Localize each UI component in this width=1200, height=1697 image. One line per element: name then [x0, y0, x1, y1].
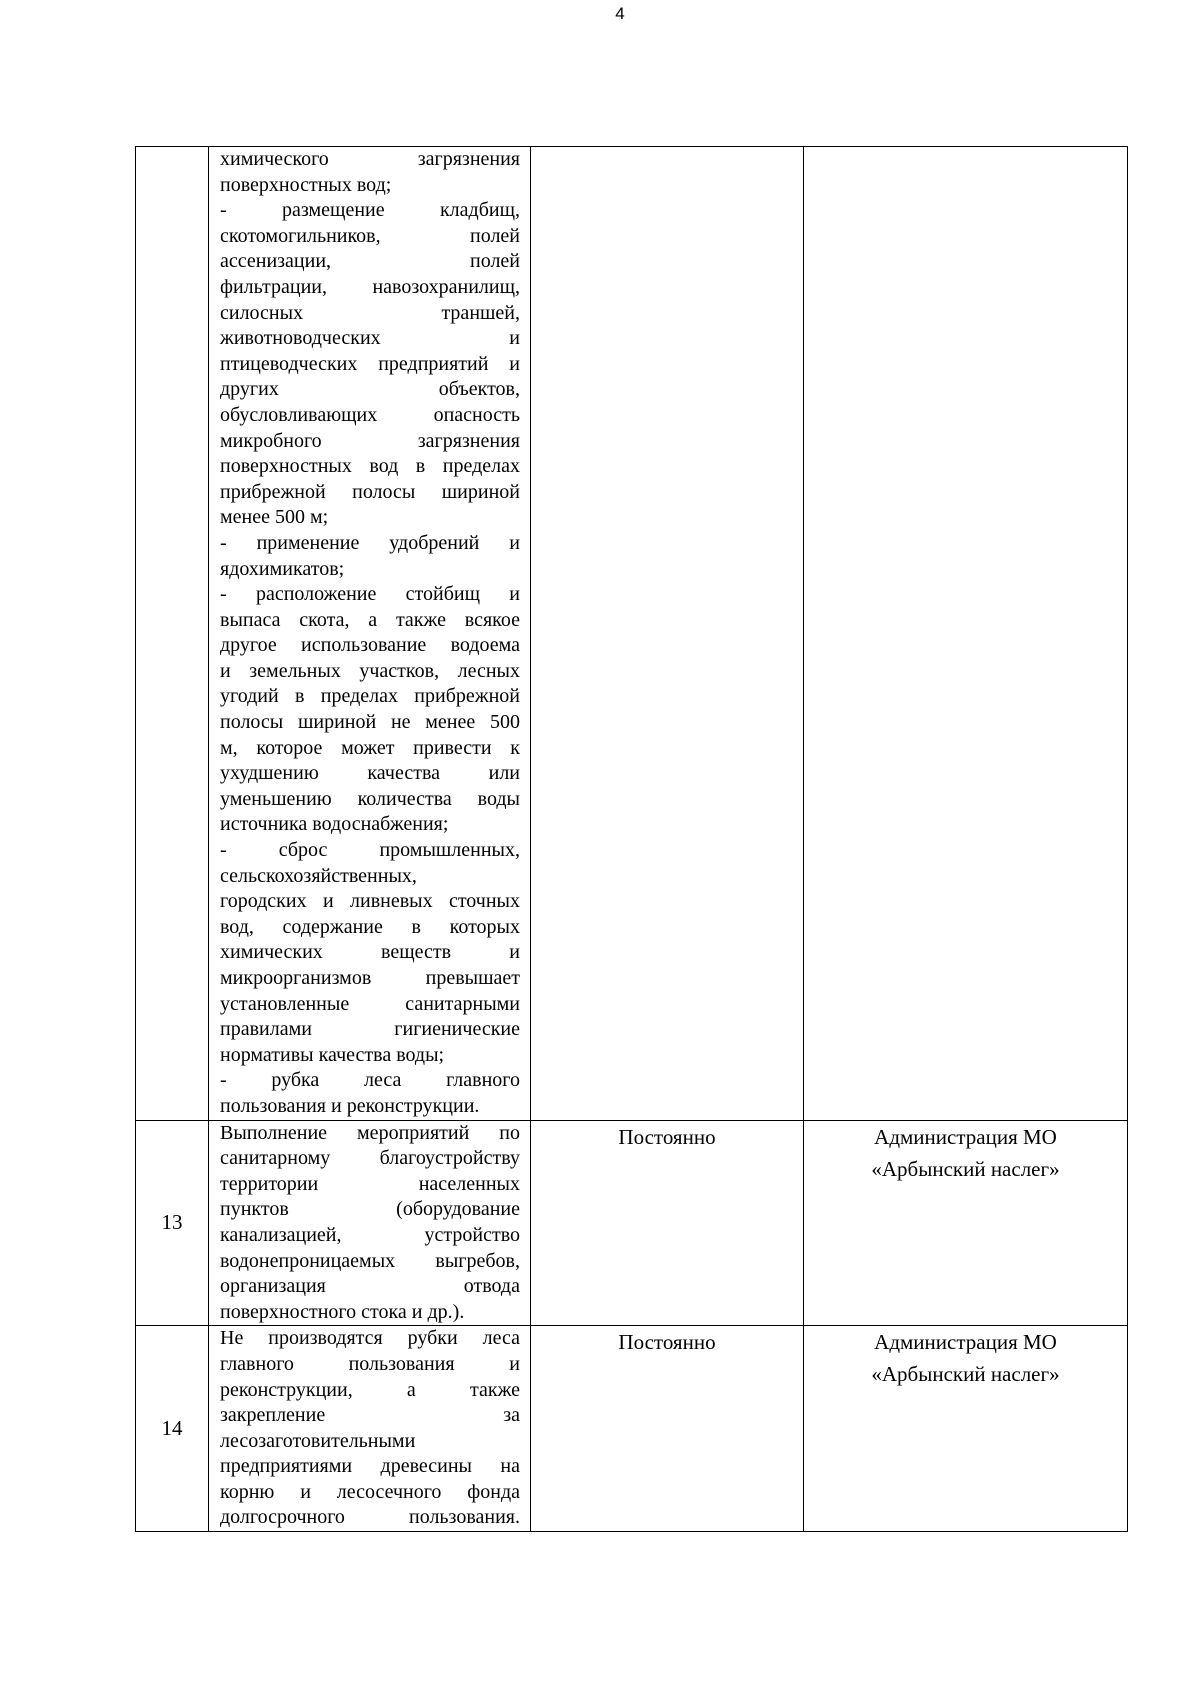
measures-table	[135, 146, 1128, 1532]
measure-text-line: прибрежной полосы шириной	[220, 480, 520, 503]
table-row	[136, 1120, 1128, 1326]
measure-text-line: химических веществ и	[220, 941, 520, 964]
measure-text-line: канализацией, устройство	[220, 1223, 520, 1246]
measure-text-line: вод, содержание в которых	[220, 915, 520, 938]
measure-text-line: городских и ливневых сточных	[220, 890, 520, 913]
measure-text-line: менее 500 м;	[220, 506, 329, 529]
measure-text-line: Выполнение мероприятий по	[220, 1121, 520, 1144]
measure-text-line: - размещение кладбищ,	[220, 199, 520, 222]
measure-cell	[209, 1120, 531, 1326]
measure-text-line: птицеводческих предприятий и	[220, 352, 520, 375]
measure-text-line: поверхностных вод в пределах	[220, 455, 520, 478]
measure-cell	[209, 1326, 531, 1532]
measure-text-line: - применение удобрений и	[220, 531, 520, 554]
measure-text-line: пользования и реконструкции.	[220, 1094, 480, 1117]
measure-text-line: ассенизации, полей	[220, 250, 520, 273]
responsible-cell	[804, 1326, 1128, 1532]
responsible-text-line: Администрация МО	[874, 1124, 1057, 1149]
measure-text-line: микробного загрязнения	[220, 429, 520, 452]
responsible-cell	[804, 1120, 1128, 1326]
measure-text-line: - рубка леса главного	[220, 1069, 520, 1092]
measure-text-line: водонепроницаемых выгребов,	[220, 1249, 520, 1272]
measure-text-line: ухудшению качества или	[220, 762, 520, 785]
measure-text-line: долгосрочного пользования.	[220, 1506, 520, 1529]
table-row	[136, 1326, 1128, 1532]
term-cell	[531, 147, 804, 1121]
responsible-cell	[804, 147, 1128, 1121]
measure-text-line: источника водоснабжения;	[220, 813, 449, 836]
measure-text-line: поверхностного стока и др.).	[220, 1300, 465, 1323]
measure-text-line: лесозаготовительными	[220, 1429, 416, 1452]
measure-text-line: выпаса скота, а также всякое	[220, 608, 520, 631]
measure-text-line: организация отвода	[220, 1275, 520, 1298]
measure-cell	[209, 147, 531, 1121]
responsible-text-line: «Арбынский наслег»	[871, 1362, 1060, 1387]
measure-text-line: другое использование водоема	[220, 634, 520, 657]
measure-text-line: химического загрязнения	[220, 148, 520, 170]
measure-text-line: микроорганизмов превышает	[220, 967, 520, 989]
measure-text-line: - сброс промышленных,	[220, 839, 520, 862]
row-number-cell: 13	[136, 1120, 209, 1326]
table-row	[136, 147, 1128, 1121]
measure-text-line: других объектов,	[220, 378, 520, 401]
measure-text-line: реконструкции, а также	[220, 1378, 520, 1401]
measure-text-line: нормативы качества воды;	[220, 1043, 445, 1066]
measure-text-line: и земельных участков, лесных	[220, 659, 520, 682]
row-number-cell	[136, 147, 209, 1121]
measure-text-line: предприятиями древесины на	[220, 1455, 520, 1478]
measure-text-line: правилами гигиенические	[220, 1018, 520, 1041]
measure-text-line: поверхностных вод;	[220, 173, 392, 196]
measure-text-line: ядохимикатов;	[220, 557, 345, 580]
measure-text-line: пунктов (оборудование	[220, 1198, 520, 1221]
measure-text-line: уменьшению количества воды	[220, 787, 520, 810]
measure-text-line: главного пользования и	[220, 1352, 520, 1375]
measure-text-line: - расположение стойбищ и	[220, 583, 520, 606]
responsible-text-line: Администрация МО	[874, 1330, 1057, 1355]
measure-text-line: силосных траншей,	[220, 301, 520, 324]
measure-text-line: территории населенных	[220, 1172, 520, 1195]
measure-text-line: закрепление за	[220, 1404, 520, 1427]
measure-text-line: животноводческих и	[220, 327, 520, 350]
responsible-text-line: «Арбынский наслег»	[871, 1156, 1060, 1181]
measure-text-line: фильтрации, навозохранилищ,	[220, 275, 520, 298]
measure-text-line: корню и лесосечного фонда	[220, 1480, 520, 1503]
measure-text-line: полосы шириной не менее 500	[220, 711, 520, 734]
measure-text-line: скотомогильников, полей	[220, 224, 520, 247]
measures-table-body	[136, 147, 1128, 1532]
measure-text-line: санитарному благоустройству	[220, 1147, 520, 1170]
page-number: 4	[615, 4, 625, 23]
measure-text-line: Не производятся рубки леса	[220, 1327, 520, 1350]
measure-text-line: установленные санитарными	[220, 992, 520, 1015]
measure-text-line: угодий в пределах прибрежной	[220, 685, 520, 708]
measure-text-line: сельскохозяйственных,	[220, 864, 417, 887]
measure-text-line: м, которое может привести к	[220, 736, 520, 759]
term-cell: Постоянно	[531, 1120, 804, 1326]
measure-text-line: обусловливающих опасность	[220, 403, 520, 426]
row-number-cell: 14	[136, 1326, 209, 1532]
term-cell: Постоянно	[531, 1326, 804, 1532]
